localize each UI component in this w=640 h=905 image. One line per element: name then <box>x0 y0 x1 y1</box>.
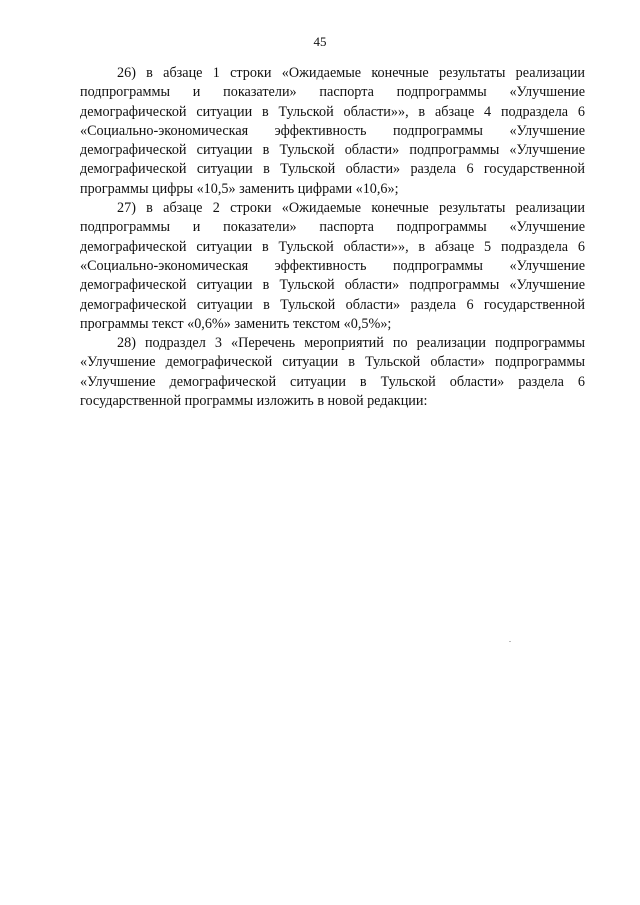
page-number: 45 <box>313 34 327 49</box>
paragraph-item-28 <box>80 334 585 411</box>
text-line: демографической ситуации в Тульской области» подпрограммы «Улучшение <box>80 142 585 159</box>
paragraph-item-27 <box>80 199 585 334</box>
text-line: подпрограммы и показатели» паспорта подпрограммы «Улучшение <box>80 219 585 236</box>
text-line: 28) подраздел 3 «Перечень мероприятий по реализации подпрограммы <box>117 335 585 352</box>
text-line: «Улучшение демографической ситуации в Тульской области» подпрограммы <box>80 354 585 371</box>
text-line: государственной программы изложить в новой редакции: <box>80 393 428 410</box>
paragraph-item-26 <box>80 64 585 199</box>
text-line: программы цифры «10,5» заменить цифрами «10,6»; <box>80 180 399 197</box>
text-line: демографической ситуации в Тульской области» раздела 6 государственной <box>80 161 585 178</box>
document-body <box>80 64 585 411</box>
text-line: демографической ситуации в Тульской области»», в абзаце 4 подраздела 6 <box>80 103 585 120</box>
text-line: подпрограммы и показатели» паспорта подпрограммы «Улучшение <box>80 84 585 101</box>
scan-speck <box>509 641 511 642</box>
text-line: «Улучшение демографической ситуации в Тульской области» раздела 6 <box>80 373 585 390</box>
text-line: демографической ситуации в Тульской области»», в абзаце 5 подраздела 6 <box>80 238 585 255</box>
text-line: 27) в абзаце 2 строки «Ожидаемые конечные результаты реализации <box>117 200 585 217</box>
text-line: демографической ситуации в Тульской области» подпрограммы «Улучшение <box>80 277 585 294</box>
text-line: программы текст «0,6%» заменить текстом «0,5%»; <box>80 315 392 332</box>
text-line: демографической ситуации в Тульской области» раздела 6 государственной <box>80 296 585 313</box>
text-line: 26) в абзаце 1 строки «Ожидаемые конечные результаты реализации <box>117 65 585 81</box>
text-line: «Социально-экономическая эффективность подпрограммы «Улучшение <box>80 122 585 139</box>
text-line: «Социально-экономическая эффективность подпрограммы «Улучшение <box>80 257 585 274</box>
